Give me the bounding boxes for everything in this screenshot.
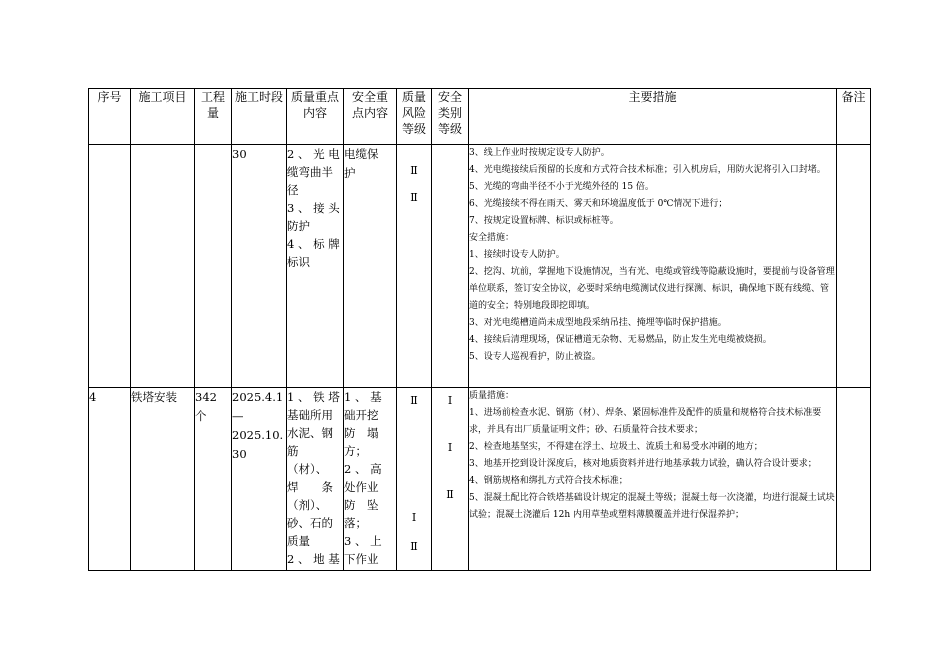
measure-line: 3、地基开挖到设计深度后，核对地质资料并进行地基承载力试验，确认符合设计要求；: [469, 459, 817, 469]
row-measures: [469, 145, 837, 388]
row-no: 4: [89, 388, 131, 571]
quality-risk-level: Ⅱ: [410, 191, 418, 204]
row-period: 2025.4.1 — 2025.10. 30: [232, 388, 287, 571]
safety-type-level: Ⅰ: [447, 394, 453, 407]
row-quality-risk: [397, 145, 432, 388]
header-quantity: 工程 量: [195, 89, 232, 145]
safety-type-level: Ⅱ: [446, 488, 454, 501]
row-no: [89, 145, 131, 388]
header-row: [89, 89, 871, 145]
row-project: 铁塔安装: [131, 388, 195, 571]
header-project: 施工项目: [131, 89, 195, 145]
row-safety-focus: 1 、 基 础开挖 防 塌 方； 2 、 高 处作业 防 坠 落； 3 、 上 下作业: [344, 388, 397, 571]
row-quantity: [195, 145, 232, 388]
measure-line: 4、接续后清理现场，保证槽道无杂物、无易燃品，防止发生光电缆被烧损。: [469, 335, 772, 345]
table-row: [89, 145, 871, 388]
measure-line: 2、检查地基坚实，不得建在浮土、垃圾土、流质土和易受水冲刷的地方；: [469, 442, 763, 452]
quality-risk-level: Ⅱ: [410, 164, 418, 177]
header-safety-focus: 安全重 点内容: [344, 89, 397, 145]
header-quality-risk: 质量 风险 等级: [397, 89, 432, 145]
row-safety-type: [432, 145, 469, 388]
measure-line: 5、光缆的弯曲半径不小于光缆外径的 15 倍。: [469, 182, 654, 192]
header-period: 施工时段: [232, 89, 287, 145]
row-quality-focus: 1 、 铁 塔 基础所用 水泥、钢 筋 （材）、 焊 条 （剂）、 砂、石的 质量 2 、 地 基: [287, 388, 344, 571]
safety-type-level: Ⅰ: [447, 441, 453, 454]
quality-risk-level: Ⅱ: [410, 394, 418, 407]
row-safety-focus: 电缆保 护: [344, 145, 397, 388]
row-quantity: 342 个: [195, 388, 232, 571]
header-no: 序号: [89, 89, 131, 145]
measure-line: 5、混凝土配比符合铁塔基础设计规定的混凝土等级；混凝土每一次浇灌，均进行混凝土试块试验；混凝土浇灌后 12h 内用草垫或塑料薄膜覆盖并进行保湿养护；: [469, 493, 835, 520]
quality-risk-level: Ⅱ: [410, 540, 418, 553]
measure-line: 质量措施：: [469, 391, 515, 401]
row-period: 30: [232, 145, 287, 388]
measure-line: 5、设专人巡视看护，防止被盗。: [469, 352, 601, 362]
measure-line: 1、接续时设专人防护。: [469, 250, 565, 260]
table-row: [89, 388, 871, 571]
row-project: [131, 145, 195, 388]
measure-line: 4、钢筋规格和绑扎方式符合技术标准；: [469, 476, 628, 486]
measure-line: 3、对光电缆槽道尚未成型地段采纳吊挂、掩埋等临时保护措施。: [469, 318, 727, 328]
construction-measures-table: [88, 88, 871, 571]
header-remarks: 备注: [837, 89, 871, 145]
row-safety-type: [432, 388, 469, 571]
header-quality-focus: 质量重点 内容: [287, 89, 344, 145]
measure-line: 安全措施：: [469, 233, 515, 243]
measure-line: 2、挖沟、坑前，掌握地下设施情况，当有光、电缆或管线等隐蔽设施时，要提前与设备管理单位联系，签订安全协议，必要时采纳电缆测试仪进行探测、标识，确保地下既有线缆、管道的安全；特别地段即挖即填。: [469, 267, 835, 311]
measure-line: 1、进场前检查水泥、钢筋（材）、焊条、紧固标准件及配件的质量和规格符合技术标准要求，并具有出厂质量证明文件；砂、石质量符合技术要求；: [469, 408, 822, 435]
row-quality-focus: 2 、 光 电 缆弯曲半 径 3 、 接 头 防护 4 、 标 牌 标识: [287, 145, 344, 388]
measure-line: 6、光缆接续不得在雨天、雾天和环境温度低于 0℃情况下进行；: [469, 199, 728, 209]
row-remarks: [837, 388, 871, 571]
header-measures: 主要措施: [469, 89, 837, 145]
quality-risk-level: Ⅰ: [411, 511, 417, 524]
row-measures: [469, 388, 837, 571]
measure-line: 3、线上作业时按规定设专人防护。: [469, 148, 610, 158]
row-quality-risk: [397, 388, 432, 571]
row-remarks: [837, 145, 871, 388]
measure-line: 7、按规定设置标牌、标识或标桩等。: [469, 216, 619, 226]
measure-line: 4、光电缆接续后预留的长度和方式符合技术标准；引入机房后，用防火泥将引入口封堵。: [469, 165, 826, 175]
header-safety-type: 安全 类别 等级: [432, 89, 469, 145]
